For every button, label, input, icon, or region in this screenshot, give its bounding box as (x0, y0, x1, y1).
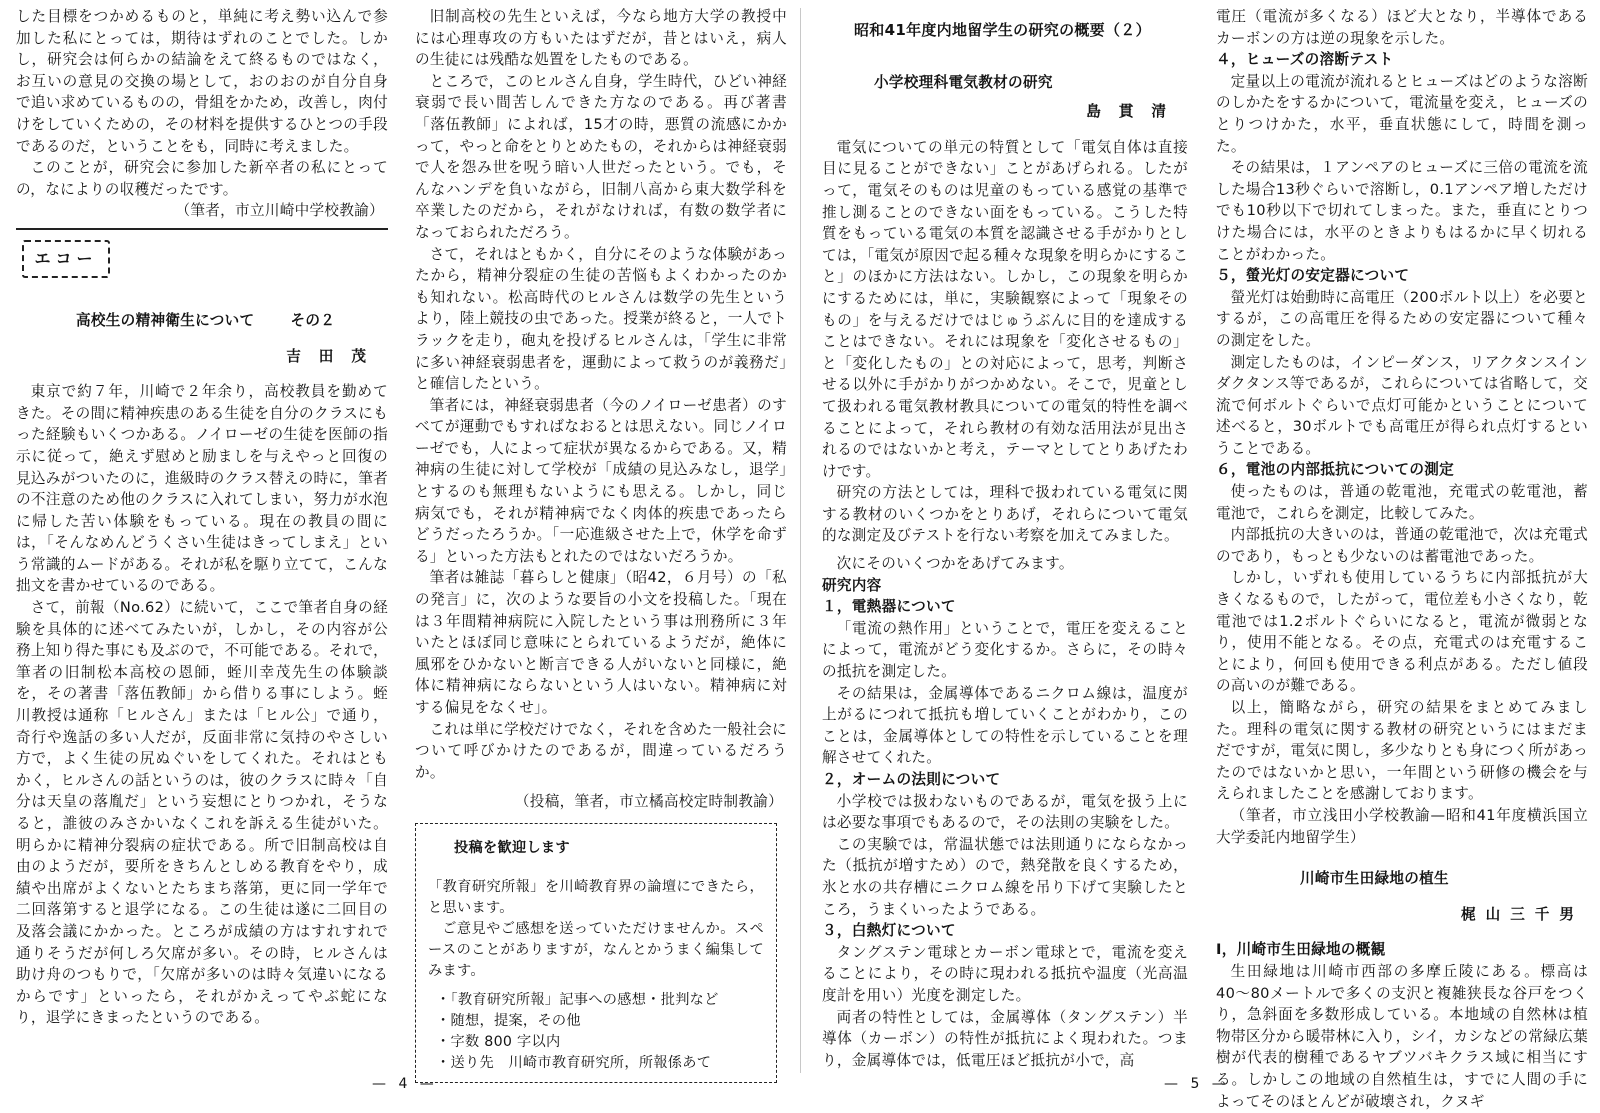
article-paragraph: さて，それはともかく，自分にそのような体験があったから，精神分裂症の生徒の苦悩もよくわかったのかも知れない。松高時代のヒルさんは数学の先生というより，陸上競技の虫であった。授業が終ると，一人でトラックを走り，砲丸を投げるヒルさんは，「学生に非常に多い神経衰弱患者を，運動によって救うのが義務だ」と確信したという。 (415, 245, 787, 393)
article-title (16, 310, 388, 332)
author-name: 梶山三千男 (1461, 905, 1584, 923)
section-heading: Ⅰ，川崎市生田緑地の概観 (1216, 941, 1386, 959)
echo-section-rule (16, 228, 388, 288)
notice-box (415, 823, 777, 1083)
item-paragraph: しかし，いずれも使用しているうちに内部抵抗が大きくなるもので，したがって，電位差も小さくなり，乾電池では1.2ボルトぐらいになると，電流が微弱となり，使用不能となる。その点，充電式のは充電することにより，何回も使用できる利点がある。ただし値段の高いのが難である。 (1216, 569, 1588, 695)
item-paragraph: 以上，簡略ながら，研究の結果をまとめてみました。理科の電気に関する教材の研究というにはまだまだですが，電気に関し，多少なりとも身につく所があったのではないかと思い，一年間という研修の機会を与えられましたことを感謝しております。 (1216, 699, 1588, 803)
item-paragraph: その結果は，金属導体であるニクロム線は，温度が上がるにつれて抵抗も増していくことがわかり，このことは，金属導体としての特性を示していることを理解させてくれた。 (822, 684, 1188, 767)
intro-paragraph: このことが，研究会に参加した新卒者の私にとっての，なによりの収穫だったです。 (16, 159, 388, 198)
item-heading: ５，螢光灯の安定器について (1216, 267, 1410, 285)
echo-part: その２ (290, 311, 336, 329)
article-paragraph: 生田緑地は川崎市西部の多摩丘陵にある。標高は40〜80メートルで多くの支沢と複雑狭長な谷戸をつくり，急斜面を多数形成している。本地域の自然林は植物帯区分から暖帯林に入り，シイ，カシなどの常緑広葉樹が代表的樹種であるヤブツバキクラス域に相当にする。しかしこの地域の自然植生は，すでに人間の手によってそのほとんどが破壊され，クヌギ (1216, 962, 1588, 1110)
author-name: 吉田茂 (286, 347, 384, 365)
page4-column-2 (415, 6, 787, 1077)
author-name: 島貫清 (1086, 103, 1184, 121)
page-number: — 4 — (372, 1076, 438, 1092)
notice-text: 「教育研究所報」を川崎教育界の論壇にできたら，と思います。 (428, 878, 764, 916)
notice-item: ・送り先 川崎市教育研究所，所報係あて (436, 1054, 712, 1071)
article-paragraph: 電気についての単元の特質として「電気自体は直接目に見ることができない」ことがあげられる。したがって，電気そのものは児童のもっている感覚の基準で推し測ることのできない面をもっている。こうした特質をもっている電気の本質を認識させる手がかりとしては，「電気が原因で起る種々な現象を明らかにすること」のほかに方法はない。しかし，この現象を明らかにするためには，単に，実験観察によって「現象そのもの」を与えるだけではじゅうぶんに目的を達成することはできない。それには現象を「変化させるもの」と「変化したもの」との対応によって，思考，判断させる以外に手がかりがつかめない。そこで，児童として扱われる電気教材教具についての電気的特性を調べることによって，それら教材の有効な活用法が見出されるのではないかと考え，テーマとしてとりあげたわけです。 (822, 138, 1188, 480)
notice-title: 投稿を歓迎します (454, 839, 570, 856)
article-paragraph: 次にそのいくつかをあげてみます。 (836, 555, 1074, 573)
page4-column-1 (16, 6, 388, 1077)
notice-item: ・字数 800 字以内 (436, 1033, 561, 1050)
page-divider (800, 8, 801, 1073)
notice-item: ・「教育研究所報」記事への感想・批判など (436, 991, 719, 1008)
section-label: 研究内容 (822, 576, 882, 594)
item-heading: ３，白熱灯について (822, 922, 956, 940)
continued-paragraph: 電圧（電流が多くなる）ほど大となり，半導体であるカーボンの方は逆の現象を示した。 (1216, 8, 1588, 47)
article-title: 川崎市生田緑地の植生 (1300, 870, 1449, 888)
item-heading: ６，電池の内部抵抗についての測定 (1216, 461, 1455, 479)
page5-column-2 (1216, 6, 1588, 1110)
article-paragraph: 東京で約７年，川崎で２年余り，高校教員を勤めてきた。その間に精神疾患のある生徒を自分のクラスにもった経験もいくつかある。ノイローゼの生徒を医師の指示に従って，絶えず慰めと励ましを与えやっと回復の見込みがついたのに，進級時のクラス替えの時に，筆者の不注意のため他のクラスに入れてしまい，努力が水泡に帰した苦い体験をもっている。現在の教員の間には，「そんなめんどうくさい生徒はきってしまえ」という常識的ムードがある。それが私を駆り立てて，こんな拙文を書かせているのである。 (16, 383, 388, 595)
series-header: 昭和41年度内地留学生の研究の概要（２） (854, 21, 1151, 39)
byline: （筆者，市立川崎中学校教諭） (175, 202, 384, 220)
item-heading: １，電熱器について (822, 598, 956, 616)
item-paragraph: 使ったものは，普通の乾電池，充電式の乾電池，蓄電池で，これらを測定，比較してみた。 (1216, 483, 1588, 522)
item-paragraph: 「電流の熱作用」ということで，電圧を変えることによって，電流がどう変化するか。さらに，その時々の抵抗を測定した。 (822, 619, 1188, 681)
article-paragraph: これは単に学校だけでなく，それを含めた一般社会について呼びかけたのであるが，間違っているだろうか。 (415, 720, 787, 781)
item-paragraph: 内部抵抗の大きいのは，普通の乾電池で，次は充電式のであり，もっとも少ないのは蓄電池であった。 (1216, 526, 1588, 565)
item-paragraph: 小学校では扱わないものであるが，電気を扱う上には必要な事項でもあるので，その法則の実験をした。 (822, 792, 1188, 832)
item-heading: ２，オームの法則について (822, 771, 1001, 788)
article-paragraph: 旧制高校の先生といえば，今なら地方大学の教授中には心理専攻の方もいたはずだが，昔とはいえ，病人の生徒には残酷な処置をしたものである。 (415, 8, 787, 69)
echo-label: エコー (22, 240, 110, 278)
item-paragraph: この実験では，常温状態では法則通りにならなかった（抵抗が増すため）ので，熱発散を良くするため，氷と水の共存槽にニクロム線を吊り下げて実験したところ，うまくいったようである。 (822, 835, 1188, 918)
item-paragraph: 測定したものは，インピーダンス，リアクタンスインダクタンス等であるが，これらについては省略して，交流で何ボルトぐらいで点灯可能かということについて述べると，30ボルトでも高電圧が得られ点灯するということである。 (1216, 353, 1588, 457)
item-paragraph: 螢光灯は始動時に高電圧（200ボルト以上）を必要とするが，この高電圧を得るための安定器について種々の測定をした。 (1216, 288, 1588, 349)
page5-column-1 (822, 6, 1188, 1077)
item-paragraph: 両者の特性としては，金属導体（タングステン）半導体（カーボン）の特性が抵抗によく現われた。つまり，金属導体では，低電圧ほど抵抗が小で，高 (822, 1008, 1188, 1069)
page-number: — 5 — (1164, 1076, 1230, 1092)
article-title: 小学校理科電気教材の研究 (874, 73, 1053, 91)
item-paragraph: その結果は，１アンペアのヒューズに三倍の電流を流した場合13秒ぐらいで溶断し，0.1アンペア増しただけでも10秒以下で切れてしまった。また，垂直にとりつけた場合には，水平のときよりもはるかに早く切れることがわかった。 (1216, 159, 1588, 263)
item-paragraph: 定量以上の電流が流れるとヒューズはどのような溶断のしかたをするかについて，電流量を変え，ヒューズのとりつけかた，水平，垂直状態にして，時間を測った。 (1216, 72, 1588, 155)
article-paragraph: ところで，このヒルさん自身，学生時代，ひどい神経衰弱で長い間苦しんできた方なのである。再び著書「落伍教師」によれば，15才の時，悪質の流感にかかって，やっと命をとりとめたもの，それからは神経衰弱で人を怨み世を呪う暗い人世だったという。でも，そんなハンデを負いながら，旧制八高から東大数学科を卒業したのだから，それがなければ，有数の数学者になっておられただろう。 (415, 72, 787, 241)
intro-paragraph: した目標をつかめるものと，単純に考え勢い込んで参加した私にとっては，期待はずれのことでした。しかし，研究会は何らかの結論をえて終るものではなく，お互いの意見の交換の場として，おのおのが自分自身で追い求めているものの，骨組をかため，改善し，肉付けをしていくための，その材料を提供するひとつの手段であるのだ，ということをも，同時に考えました。 (16, 8, 388, 155)
item-paragraph: タングステン電球とカーボン電球とで，電流を変えることにより，その時に現われる抵抗や温度（光高温度計を用い）光度を測定した。 (822, 943, 1188, 1004)
article-paragraph: さて，前報（No.62）に続いて，ここで筆者自身の経験を具体的に述べてみたいが，しかし，その内容が公務上知り得た事にも及ぶので，不可能である。それで，筆者の旧制松本高校の恩師，蛭川幸茂先生の体験談を，その著書「落伍教師」から借りる事にしよう。蛭川教授は通称「ヒルさん」または「ヒル公」で通り，奇行や逸話の多い人だが，反面非常に気持のやさしい方で，よく生徒の尻ぬぐいをしてくれた。それはともかく，ヒルさんの話というのは，彼のクラスに時々「自分は天皇の落胤だ」という妄想にとりつかれ，そうなると，誰彼のみさかいなくこれを訴える生徒がいた。明らかに精神分裂病の症状である。所で旧制高校は自由のようだが，要所をきちんとしめる教育をやり，成績や出席がよくないとたちまち落第，更に同一学年で二回落第すると退学になる。この生徒は遂に二回目の及落会議にかかった。ところが成績の方はすれすれで通りそうだが何しろ欠席が多い。その時，ヒルさんは助け舟のつもりで，「欠席が多いのは時々気違いになるからです」といったら，それがかえってやぶ蛇になり，退学にきまったというのである。 (16, 599, 388, 1027)
article-paragraph: 筆者には，神経衰弱患者（今のノイローゼ患者）のすべてが運動でもすればなおるとは思えない。同じノイローゼでも，人によって症状が異なるからである。又，精神病の生徒に対して学校が「成績の見込みなし，退学」とするのも無理もないようにも思える。しかし，同じ病気でも，それが精神病でなく肉体的疾患であったらどうだったろうか。「一応進級させた上で，休学を命ずる」といった方法もとれたのではないだろうか。 (415, 396, 787, 565)
byline: （筆者，市立浅田小学校教諭—昭和41年度横浜国立大学委託内地留学生） (1216, 806, 1588, 846)
item-heading: ４，ヒューズの溶断テスト (1216, 51, 1394, 69)
notice-item: ・随想，提案，その他 (436, 1012, 581, 1029)
byline: （投稿，筆者，市立橘高校定時制教諭） (514, 793, 783, 811)
article-paragraph: 研究の方法としては，理科で扱われている電気に関する教材のいくつかをとりあげ，それらについて電気的な測定及びテストを行ない考察を加えてみました。 (822, 484, 1188, 545)
notice-text: ご意見やご感想を送っていただけませんか。スペースのことがありますが，なんとかうまく編集してみます。 (428, 920, 764, 979)
echo-title: 高校生の精神衛生について (76, 311, 255, 329)
article-paragraph: 筆者は雑誌「暮らしと健康」（昭42，６月号）の「私の発言」に，次のような要旨の小文を投稿した。「現在は３年間精神病院に入院したという事は刑務所に３年いたとほぼ同じ意味にとられているようだが，絶体に風邪をひかないと断言できる人がいないと同様に，絶体に精神病にならないという人はいない。精神病に対する偏見をなくせ」。 (415, 569, 787, 716)
